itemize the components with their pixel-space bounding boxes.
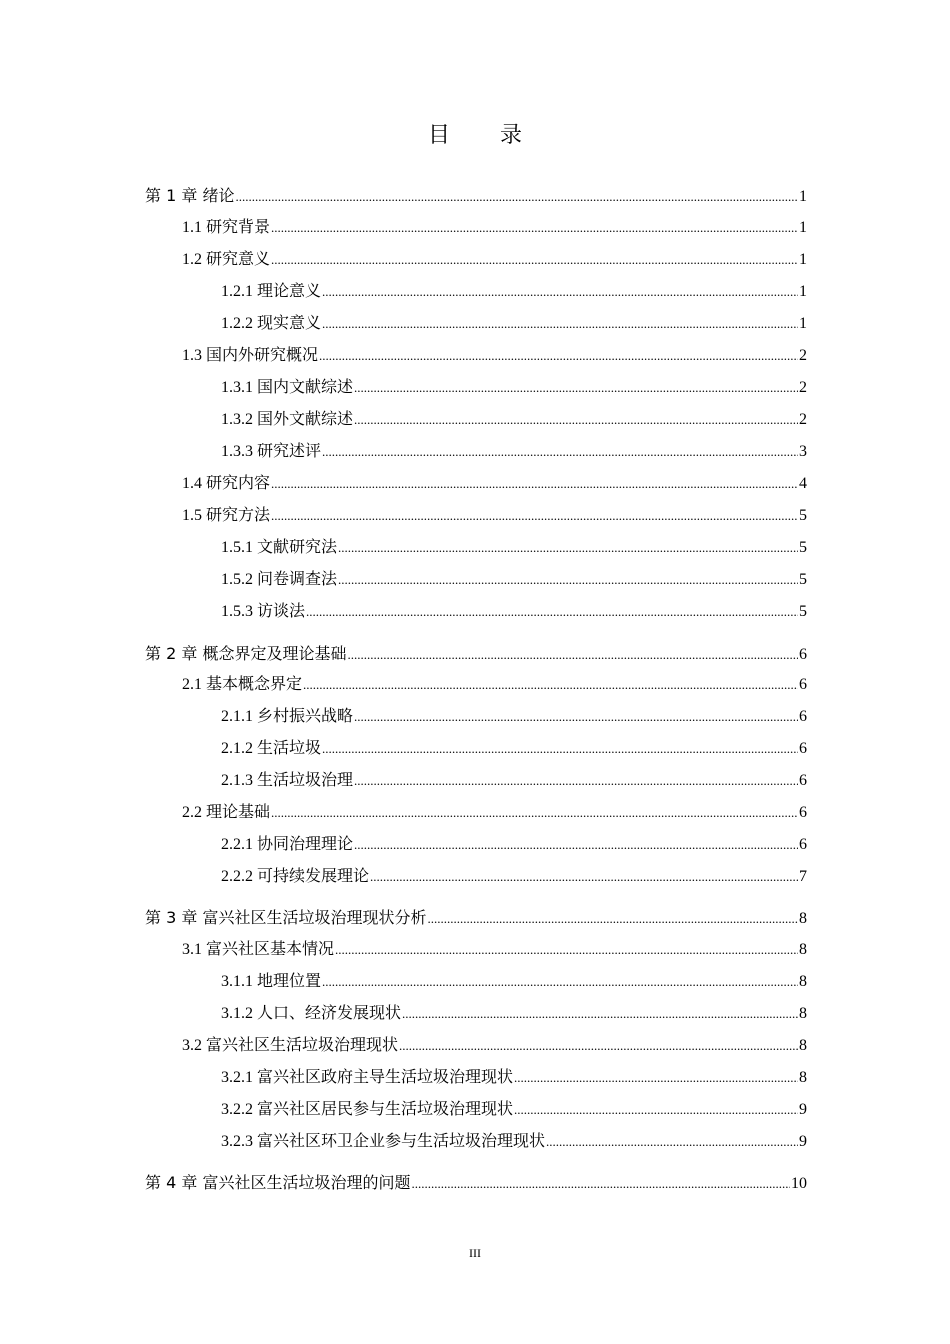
toc-entry-label: 2.1 基本概念界定 — [182, 676, 303, 693]
toc-entry[interactable] — [145, 1173, 807, 1194]
toc-entry-page: 6 — [799, 772, 807, 789]
toc-entry[interactable] — [221, 1100, 807, 1120]
toc-entry[interactable] — [182, 474, 807, 494]
dot-leader — [399, 1036, 798, 1056]
toc-entry-label: 1.5.3 访谈法 — [221, 603, 306, 620]
toc-entry[interactable] — [221, 602, 807, 622]
toc-entry-page: 4 — [799, 475, 807, 492]
dot-leader — [306, 602, 798, 622]
dot-leader — [319, 346, 798, 366]
toc-entry-page: 8 — [799, 910, 807, 927]
toc-entry[interactable] — [182, 506, 807, 526]
toc-entry-page: 6 — [799, 708, 807, 725]
dot-leader — [303, 675, 798, 695]
toc-entry[interactable] — [145, 908, 807, 929]
toc-entry-page: 6 — [799, 836, 807, 853]
toc-entry-page: 8 — [799, 1069, 807, 1086]
toc-entry-label: 3.1.1 地理位置 — [221, 973, 322, 990]
toc-entry-label: 1.2.1 理论意义 — [221, 283, 322, 300]
toc-entry[interactable] — [221, 739, 807, 759]
dot-leader — [271, 506, 798, 526]
toc-entry-label: 3.1.2 人口、经济发展现状 — [221, 1005, 402, 1022]
toc-entry-label: 1.3.1 国内文献综述 — [221, 379, 354, 396]
toc-entry-label: 3.1 富兴社区基本情况 — [182, 941, 335, 958]
dot-leader — [322, 442, 798, 462]
toc-entry-page: 2 — [799, 411, 807, 428]
toc-entry[interactable] — [182, 803, 807, 823]
toc-entry[interactable] — [221, 867, 807, 887]
toc-entry[interactable] — [221, 1068, 807, 1088]
toc-entry-page: 6 — [799, 740, 807, 757]
dot-leader — [338, 538, 798, 558]
toc-entry-label: 3.2.1 富兴社区政府主导生活垃圾治理现状 — [221, 1069, 514, 1086]
toc-entry[interactable] — [182, 218, 807, 238]
toc-entry-label: 1.3.2 国外文献综述 — [221, 411, 354, 428]
toc-entry-label: 2.2 理论基础 — [182, 804, 271, 821]
toc-entry[interactable] — [182, 250, 807, 270]
toc-entry[interactable] — [221, 282, 807, 302]
toc-entry-label: 2.2.1 协同治理理论 — [221, 836, 354, 853]
toc-entry[interactable] — [221, 771, 807, 791]
toc-entry-label: 1.2 研究意义 — [182, 251, 271, 268]
toc-entry-label: 2.1.1 乡村振兴战略 — [221, 708, 354, 725]
dot-leader — [271, 250, 798, 270]
toc-entry-label: 3.2.3 富兴社区环卫企业参与生活垃圾治理现状 — [221, 1133, 546, 1150]
toc-entry-page: 8 — [799, 973, 807, 990]
toc-entry[interactable] — [182, 940, 807, 960]
toc-entry-label: 第 1 章 绪论 — [145, 186, 235, 205]
toc-entry-label: 1.1 研究背景 — [182, 219, 271, 236]
dot-leader — [271, 474, 798, 494]
toc-entry-page: 9 — [799, 1133, 807, 1150]
dot-leader — [322, 314, 798, 334]
dot-leader — [546, 1132, 798, 1152]
dot-leader — [354, 835, 798, 855]
toc-entry-label: 1.5 研究方法 — [182, 507, 271, 524]
dot-leader — [354, 410, 798, 430]
toc-entry-label: 2.2.2 可持续发展理论 — [221, 868, 370, 885]
toc-entry-page: 8 — [799, 941, 807, 958]
toc-entry-label: 1.2.2 现实意义 — [221, 315, 322, 332]
page-title: 目 录 — [427, 123, 536, 148]
toc-entry-label: 1.3.3 研究述评 — [221, 443, 322, 460]
toc-entry-page: 5 — [799, 603, 807, 620]
toc-entry[interactable] — [221, 972, 807, 992]
toc-entry[interactable] — [221, 538, 807, 558]
dot-leader — [271, 218, 798, 238]
dot-leader — [347, 645, 798, 665]
dot-leader — [514, 1100, 798, 1120]
toc-entry-label: 第 4 章 富兴社区生活垃圾治理的问题 — [145, 1173, 411, 1192]
toc-entry-page: 1 — [799, 283, 807, 300]
toc-entry[interactable] — [145, 644, 807, 665]
dot-leader — [402, 1004, 798, 1024]
toc-entry-label: 1.3 国内外研究概况 — [182, 347, 319, 364]
toc-entry-page: 1 — [799, 188, 807, 205]
toc-entry[interactable] — [221, 442, 807, 462]
toc-entry-page: 10 — [791, 1175, 807, 1192]
toc-entry[interactable] — [221, 410, 807, 430]
dot-leader — [354, 707, 798, 727]
dot-leader — [354, 378, 798, 398]
toc-entry-page: 8 — [799, 1005, 807, 1022]
toc-entry[interactable] — [145, 186, 807, 207]
dot-leader — [514, 1068, 798, 1088]
toc-entry-page: 1 — [799, 251, 807, 268]
toc-entry[interactable] — [221, 1132, 807, 1152]
toc-entry-page: 2 — [799, 379, 807, 396]
dot-leader — [370, 867, 798, 887]
dot-leader — [338, 570, 798, 590]
toc-entry[interactable] — [221, 570, 807, 590]
toc-entry[interactable] — [182, 1036, 807, 1056]
toc-entry-label: 3.2.2 富兴社区居民参与生活垃圾治理现状 — [221, 1101, 514, 1118]
toc-entry-label: 2.1.2 生活垃圾 — [221, 740, 322, 757]
toc-entry-label: 1.5.1 文献研究法 — [221, 539, 338, 556]
toc-entry-label: 1.5.2 问卷调查法 — [221, 571, 338, 588]
toc-entry-label: 第 3 章 富兴社区生活垃圾治理现状分析 — [145, 908, 427, 927]
toc-entry-label: 第 2 章 概念界定及理论基础 — [145, 644, 347, 663]
dot-leader — [322, 739, 798, 759]
dot-leader — [235, 187, 798, 207]
dot-leader — [427, 909, 798, 929]
dot-leader — [271, 803, 798, 823]
toc-entry-page: 5 — [799, 507, 807, 524]
dot-leader — [411, 1174, 790, 1194]
toc-entry-page: 1 — [799, 315, 807, 332]
toc-entry[interactable] — [221, 378, 807, 398]
toc-entry-page: 1 — [799, 219, 807, 236]
toc-entry-page: 2 — [799, 347, 807, 364]
dot-leader — [322, 972, 798, 992]
toc-entry-page: 8 — [799, 1037, 807, 1054]
toc-entry[interactable] — [221, 835, 807, 855]
toc-entry-page: 6 — [799, 676, 807, 693]
dot-leader — [335, 940, 798, 960]
toc-entry[interactable] — [221, 1004, 807, 1024]
toc-entry-label: 1.4 研究内容 — [182, 475, 271, 492]
dot-leader — [322, 282, 798, 302]
toc-entry[interactable] — [221, 707, 807, 727]
toc-entry-page: 5 — [799, 571, 807, 588]
toc-entry-page: 6 — [799, 804, 807, 821]
toc-entry-page: 7 — [799, 868, 807, 885]
page-number-footer: III — [469, 1246, 481, 1260]
toc-entry[interactable] — [182, 675, 807, 695]
toc-entry-page: 5 — [799, 539, 807, 556]
dot-leader — [354, 771, 798, 791]
toc-entry[interactable] — [182, 346, 807, 366]
toc-entry[interactable] — [221, 314, 807, 334]
toc-entry-page: 9 — [799, 1101, 807, 1118]
toc-entry-label: 3.2 富兴社区生活垃圾治理现状 — [182, 1037, 399, 1054]
toc-entry-page: 6 — [799, 646, 807, 663]
toc-entry-page: 3 — [799, 443, 807, 460]
toc-entry-label: 2.1.3 生活垃圾治理 — [221, 772, 354, 789]
